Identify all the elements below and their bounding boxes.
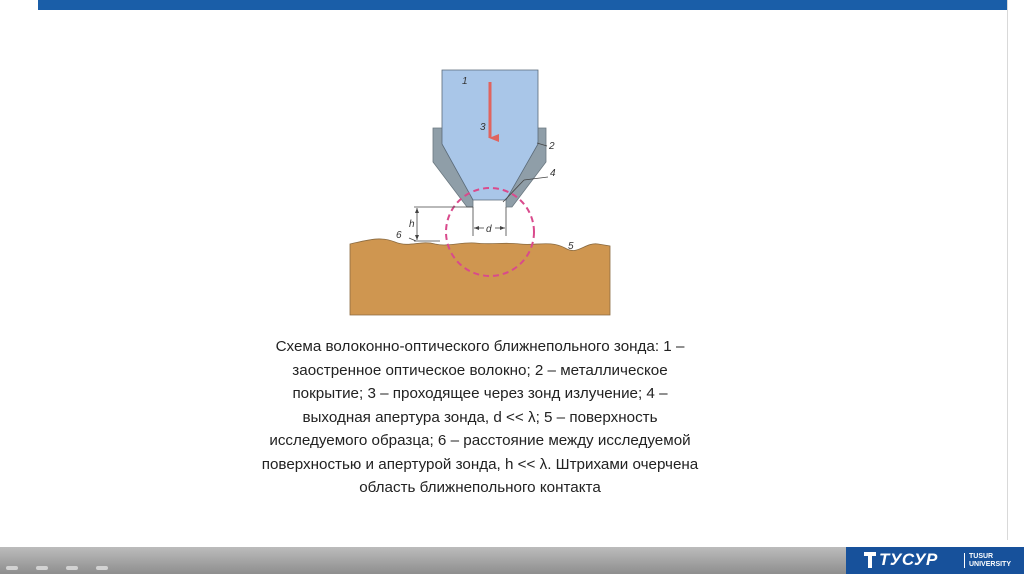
figure-caption xyxy=(215,335,745,500)
caption-line: исследуемого образца; 6 – расстояние между исследуемой xyxy=(269,432,691,449)
label-h: h xyxy=(409,219,415,230)
label-4: 4 xyxy=(550,168,556,179)
toolbar-dot xyxy=(96,566,108,570)
label-1: 1 xyxy=(462,76,468,87)
near-field-probe-diagram xyxy=(340,66,620,321)
logo-subtitle-line-2: UNIVERSITY xyxy=(969,560,1012,568)
caption-line: Схема волоконно-оптического ближнепольного зонда: 1 – xyxy=(275,338,685,355)
caption-line: область ближнепольного контакта xyxy=(359,479,601,496)
toolbar-dot xyxy=(36,566,48,570)
tusur-emblem-icon xyxy=(864,552,876,568)
tusur-logo xyxy=(846,547,1024,574)
label-2: 2 xyxy=(549,141,555,152)
toolbar-dot xyxy=(66,566,78,570)
slide-toolbar xyxy=(6,566,108,570)
label-3: 3 xyxy=(480,122,486,133)
logo-title: ТУСУР xyxy=(879,550,938,569)
caption-line: выходная апертура зонда, d << λ; 5 – поверхность xyxy=(302,408,658,426)
label-6: 6 xyxy=(396,230,402,241)
logo-separator xyxy=(964,553,965,568)
caption-line: заостренное оптическое волокно; 2 – металлическое xyxy=(292,361,668,379)
caption-line: поверхностью и апертурой зонда, h << λ. Штрихами очерчена xyxy=(261,455,699,473)
label-d: d xyxy=(486,224,492,235)
toolbar-dot xyxy=(6,566,18,570)
label-5: 5 xyxy=(568,241,574,252)
logo-subtitle-line-1: TUSUR xyxy=(969,553,994,560)
logo-subtitle xyxy=(969,553,1011,568)
caption-line: покрытие; 3 – проходящее через зонд излучение; 4 – xyxy=(292,385,668,402)
right-divider xyxy=(1007,0,1008,540)
top-accent-bar xyxy=(38,0,1008,10)
